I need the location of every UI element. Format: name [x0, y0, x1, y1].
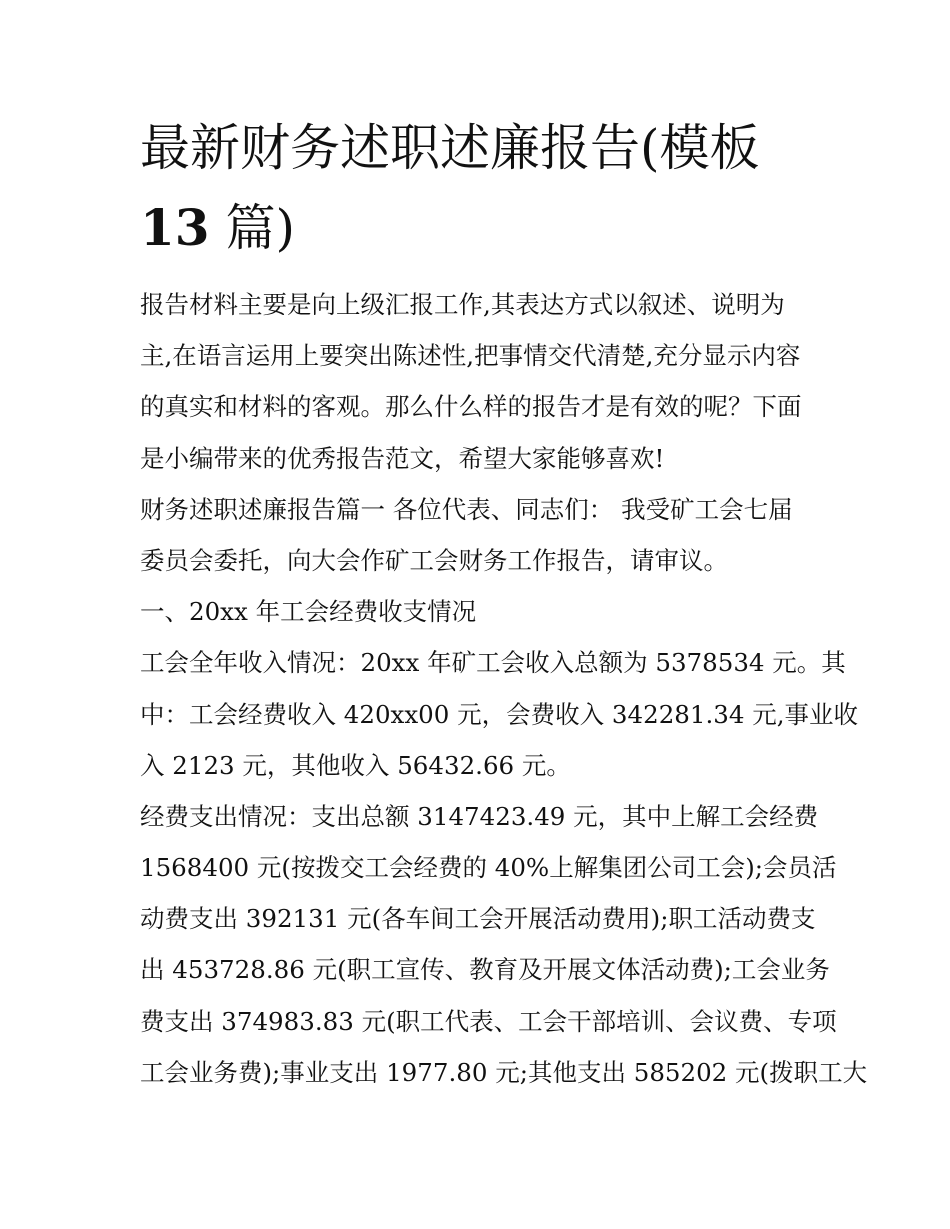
section-heading: 一、20xx 年工会经费收支情况	[140, 597, 477, 627]
title-line-1: 最新财务述职述廉报告(模板	[140, 119, 760, 177]
body-line-1: 报告材料主要是向上级汇报工作,其表达方式以叙述、说明为	[140, 290, 785, 319]
body-line-14: 出 453728.86 元(职工宣传、教育及开展文体活动费);工会业务	[140, 955, 830, 985]
body-line-8: 工会全年收入情况：20xx 年矿工会收入总额为 5378534 元。其	[140, 648, 846, 678]
body-line-3: 的真实和材料的客观。那么什么样的报告才是有效的呢？下面	[140, 392, 802, 422]
title-number: 13	[140, 198, 210, 257]
body-line-10: 入 2123 元，其他收入 56432.66 元。	[140, 750, 571, 780]
document-title	[140, 108, 820, 268]
body-line-13: 动费支出 392131 元(各车间工会开展活动费用);职工活动费支	[140, 904, 816, 934]
body-line-4: 是小编带来的优秀报告范文，希望大家能够喜欢!	[140, 443, 665, 473]
body-line-16: 工会业务费);事业支出 1977.80 元;其他支出 585202 元(拨职工大	[140, 1057, 868, 1087]
body-line-2: 主,在语言运用上要突出陈述性,把事情交代清楚,充分显示内容	[140, 341, 801, 371]
body-line-9: 中：工会经费收入 420xx00 元，会费收入 342281.34 元,事业收	[140, 699, 858, 729]
body-line-5: 财务述职述廉报告篇一 各位代表、同志们： 我受矿工会七届	[140, 494, 793, 524]
body-line-15: 费支出 374983.83 元(职工代表、工会干部培训、会议费、专项	[140, 1006, 837, 1036]
title-line-2-rest: 篇)	[209, 199, 295, 257]
document-body	[140, 279, 868, 1098]
body-line-12: 1568400 元(按拨交工会经费的 40%上解集团公司工会);会员活	[140, 853, 837, 883]
body-line-6: 委员会委托，向大会作矿工会财务工作报告，请审议。	[140, 545, 728, 575]
body-line-11: 经费支出情况：支出总额 3147423.49 元，其中上解工会经费	[140, 801, 819, 831]
